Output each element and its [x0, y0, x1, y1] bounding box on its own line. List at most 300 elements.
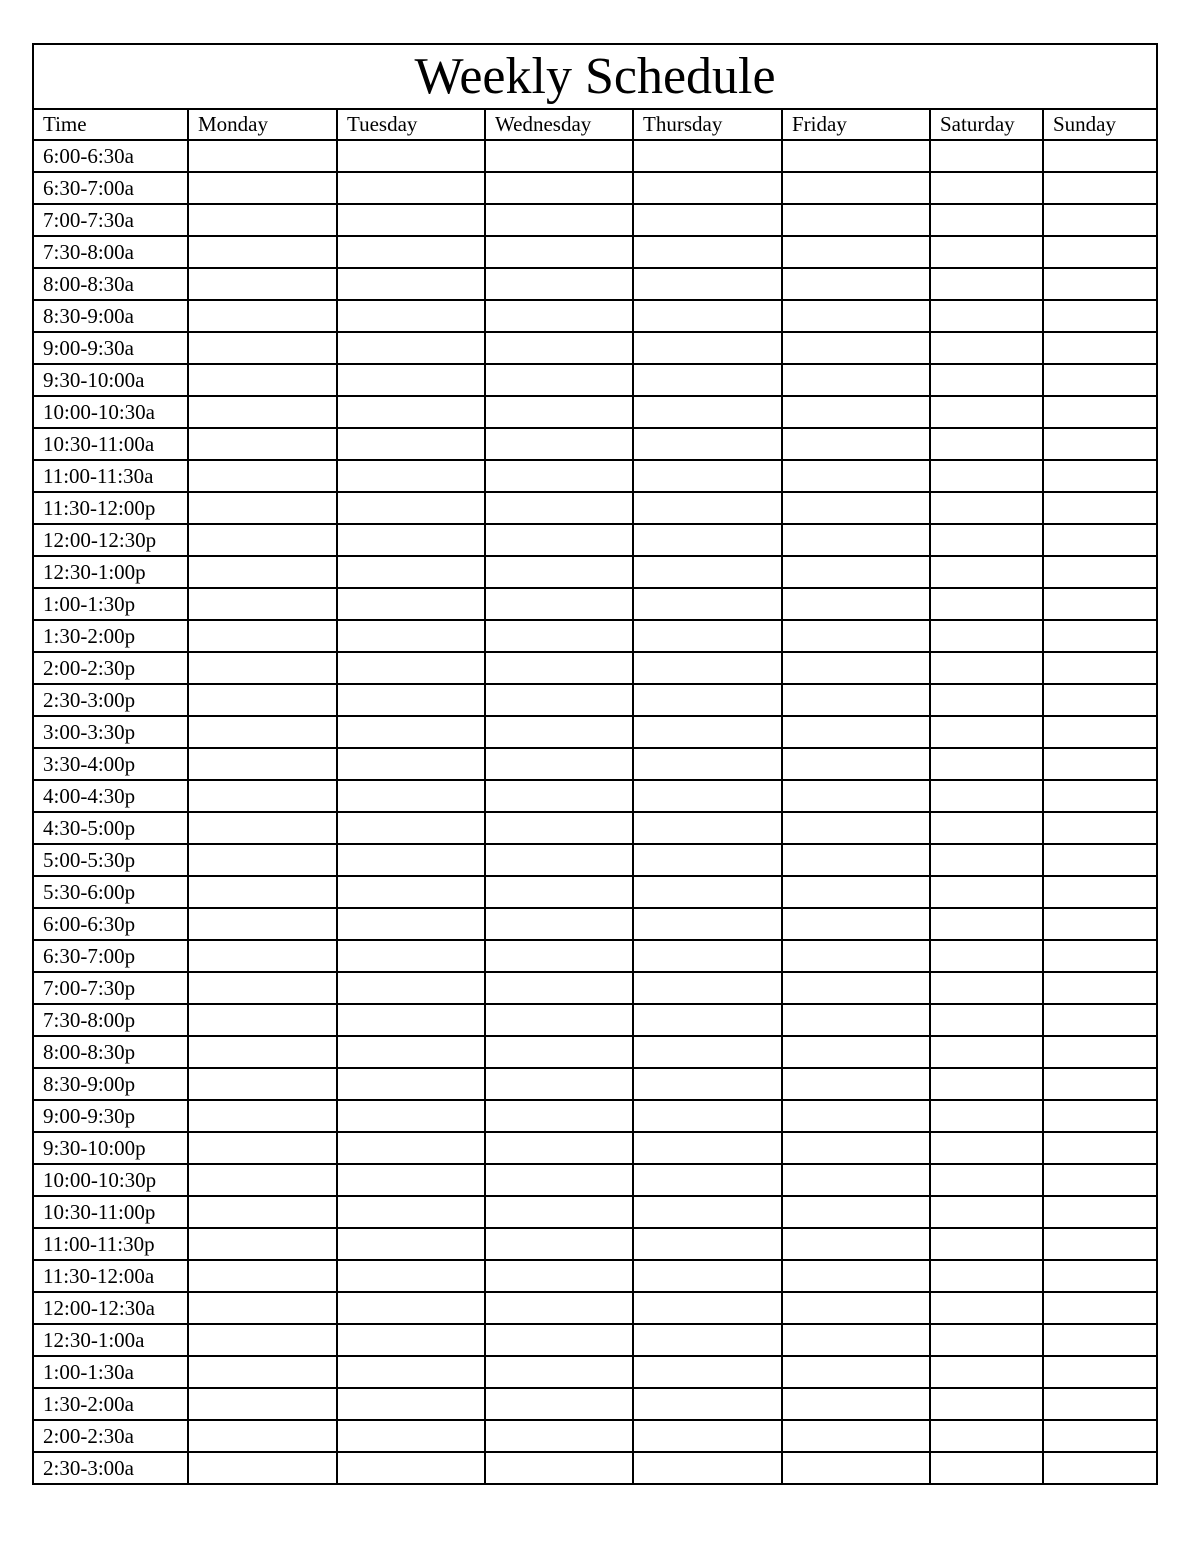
schedule-cell-thursday[interactable]	[633, 460, 782, 492]
schedule-cell-saturday[interactable]	[930, 716, 1043, 748]
schedule-cell-thursday[interactable]	[633, 1452, 782, 1484]
schedule-cell-wednesday[interactable]	[485, 524, 633, 556]
schedule-cell-saturday[interactable]	[930, 428, 1043, 460]
schedule-cell-sunday[interactable]	[1043, 204, 1157, 236]
schedule-cell-friday[interactable]	[782, 428, 930, 460]
schedule-cell-tuesday[interactable]	[337, 844, 485, 876]
schedule-cell-thursday[interactable]	[633, 1164, 782, 1196]
schedule-cell-sunday[interactable]	[1043, 1420, 1157, 1452]
schedule-cell-thursday[interactable]	[633, 1068, 782, 1100]
schedule-cell-sunday[interactable]	[1043, 1356, 1157, 1388]
schedule-cell-thursday[interactable]	[633, 1036, 782, 1068]
schedule-cell-monday[interactable]	[188, 1132, 337, 1164]
schedule-cell-monday[interactable]	[188, 428, 337, 460]
schedule-cell-friday[interactable]	[782, 588, 930, 620]
schedule-cell-saturday[interactable]	[930, 1196, 1043, 1228]
schedule-cell-monday[interactable]	[188, 524, 337, 556]
schedule-cell-wednesday[interactable]	[485, 172, 633, 204]
schedule-cell-thursday[interactable]	[633, 684, 782, 716]
schedule-cell-saturday[interactable]	[930, 556, 1043, 588]
schedule-cell-monday[interactable]	[188, 332, 337, 364]
schedule-cell-saturday[interactable]	[930, 684, 1043, 716]
schedule-cell-monday[interactable]	[188, 460, 337, 492]
schedule-cell-thursday[interactable]	[633, 1132, 782, 1164]
schedule-cell-wednesday[interactable]	[485, 1420, 633, 1452]
schedule-cell-thursday[interactable]	[633, 364, 782, 396]
schedule-cell-tuesday[interactable]	[337, 460, 485, 492]
schedule-cell-tuesday[interactable]	[337, 972, 485, 1004]
schedule-cell-thursday[interactable]	[633, 300, 782, 332]
schedule-cell-tuesday[interactable]	[337, 620, 485, 652]
schedule-cell-tuesday[interactable]	[337, 1196, 485, 1228]
schedule-cell-tuesday[interactable]	[337, 716, 485, 748]
schedule-cell-saturday[interactable]	[930, 332, 1043, 364]
schedule-cell-saturday[interactable]	[930, 1388, 1043, 1420]
schedule-cell-monday[interactable]	[188, 876, 337, 908]
schedule-cell-saturday[interactable]	[930, 620, 1043, 652]
schedule-cell-wednesday[interactable]	[485, 140, 633, 172]
schedule-cell-sunday[interactable]	[1043, 268, 1157, 300]
schedule-cell-thursday[interactable]	[633, 492, 782, 524]
schedule-cell-saturday[interactable]	[930, 1292, 1043, 1324]
schedule-cell-friday[interactable]	[782, 300, 930, 332]
schedule-cell-thursday[interactable]	[633, 1260, 782, 1292]
schedule-cell-saturday[interactable]	[930, 1420, 1043, 1452]
schedule-cell-wednesday[interactable]	[485, 1004, 633, 1036]
schedule-cell-thursday[interactable]	[633, 556, 782, 588]
schedule-cell-monday[interactable]	[188, 1004, 337, 1036]
schedule-cell-thursday[interactable]	[633, 588, 782, 620]
schedule-cell-monday[interactable]	[188, 204, 337, 236]
schedule-cell-wednesday[interactable]	[485, 1452, 633, 1484]
schedule-cell-tuesday[interactable]	[337, 172, 485, 204]
schedule-cell-monday[interactable]	[188, 908, 337, 940]
schedule-cell-thursday[interactable]	[633, 972, 782, 1004]
schedule-cell-tuesday[interactable]	[337, 1260, 485, 1292]
schedule-cell-thursday[interactable]	[633, 268, 782, 300]
schedule-cell-tuesday[interactable]	[337, 1388, 485, 1420]
schedule-cell-sunday[interactable]	[1043, 140, 1157, 172]
schedule-cell-thursday[interactable]	[633, 620, 782, 652]
schedule-cell-saturday[interactable]	[930, 876, 1043, 908]
schedule-cell-tuesday[interactable]	[337, 684, 485, 716]
schedule-cell-thursday[interactable]	[633, 236, 782, 268]
schedule-cell-tuesday[interactable]	[337, 492, 485, 524]
schedule-cell-saturday[interactable]	[930, 1164, 1043, 1196]
schedule-cell-tuesday[interactable]	[337, 940, 485, 972]
schedule-cell-saturday[interactable]	[930, 236, 1043, 268]
schedule-cell-thursday[interactable]	[633, 1388, 782, 1420]
schedule-cell-monday[interactable]	[188, 620, 337, 652]
schedule-cell-saturday[interactable]	[930, 812, 1043, 844]
schedule-cell-monday[interactable]	[188, 1228, 337, 1260]
column-header-sunday: Sunday	[1043, 109, 1157, 140]
schedule-cell-saturday[interactable]	[930, 300, 1043, 332]
schedule-cell-monday[interactable]	[188, 1036, 337, 1068]
schedule-cell-saturday[interactable]	[930, 972, 1043, 1004]
schedule-cell-friday[interactable]	[782, 1452, 930, 1484]
schedule-cell-thursday[interactable]	[633, 1324, 782, 1356]
time-slot-label: 1:00-1:30a	[33, 1356, 188, 1388]
schedule-cell-friday[interactable]	[782, 780, 930, 812]
schedule-cell-friday[interactable]	[782, 1068, 930, 1100]
schedule-cell-thursday[interactable]	[633, 908, 782, 940]
schedule-cell-wednesday[interactable]	[485, 556, 633, 588]
schedule-cell-sunday[interactable]	[1043, 556, 1157, 588]
schedule-cell-monday[interactable]	[188, 588, 337, 620]
schedule-cell-tuesday[interactable]	[337, 556, 485, 588]
schedule-cell-monday[interactable]	[188, 556, 337, 588]
schedule-cell-wednesday[interactable]	[485, 748, 633, 780]
schedule-cell-monday[interactable]	[188, 1292, 337, 1324]
schedule-cell-saturday[interactable]	[930, 1260, 1043, 1292]
schedule-cell-saturday[interactable]	[930, 396, 1043, 428]
schedule-cell-wednesday[interactable]	[485, 300, 633, 332]
schedule-cell-friday[interactable]	[782, 940, 930, 972]
schedule-cell-thursday[interactable]	[633, 524, 782, 556]
schedule-cell-wednesday[interactable]	[485, 1324, 633, 1356]
schedule-cell-monday[interactable]	[188, 1420, 337, 1452]
schedule-cell-sunday[interactable]	[1043, 1228, 1157, 1260]
schedule-cell-sunday[interactable]	[1043, 1004, 1157, 1036]
schedule-cell-monday[interactable]	[188, 812, 337, 844]
schedule-cell-wednesday[interactable]	[485, 1228, 633, 1260]
schedule-cell-friday[interactable]	[782, 1356, 930, 1388]
schedule-cell-sunday[interactable]	[1043, 1164, 1157, 1196]
schedule-cell-sunday[interactable]	[1043, 876, 1157, 908]
schedule-cell-sunday[interactable]	[1043, 684, 1157, 716]
schedule-cell-thursday[interactable]	[633, 876, 782, 908]
schedule-cell-friday[interactable]	[782, 1164, 930, 1196]
schedule-cell-saturday[interactable]	[930, 140, 1043, 172]
schedule-cell-friday[interactable]	[782, 716, 930, 748]
schedule-cell-sunday[interactable]	[1043, 428, 1157, 460]
schedule-cell-thursday[interactable]	[633, 940, 782, 972]
schedule-cell-tuesday[interactable]	[337, 1420, 485, 1452]
schedule-cell-tuesday[interactable]	[337, 1132, 485, 1164]
schedule-cell-thursday[interactable]	[633, 1420, 782, 1452]
schedule-cell-saturday[interactable]	[930, 1100, 1043, 1132]
schedule-cell-tuesday[interactable]	[337, 396, 485, 428]
schedule-cell-sunday[interactable]	[1043, 460, 1157, 492]
schedule-cell-thursday[interactable]	[633, 748, 782, 780]
schedule-cell-wednesday[interactable]	[485, 1068, 633, 1100]
schedule-cell-friday[interactable]	[782, 1260, 930, 1292]
schedule-cell-thursday[interactable]	[633, 396, 782, 428]
schedule-cell-wednesday[interactable]	[485, 236, 633, 268]
schedule-cell-monday[interactable]	[188, 1356, 337, 1388]
schedule-cell-sunday[interactable]	[1043, 1388, 1157, 1420]
schedule-cell-thursday[interactable]	[633, 1100, 782, 1132]
schedule-cell-saturday[interactable]	[930, 652, 1043, 684]
schedule-cell-tuesday[interactable]	[337, 524, 485, 556]
schedule-cell-saturday[interactable]	[930, 1132, 1043, 1164]
schedule-cell-thursday[interactable]	[633, 716, 782, 748]
schedule-cell-thursday[interactable]	[633, 652, 782, 684]
schedule-cell-saturday[interactable]	[930, 1356, 1043, 1388]
schedule-cell-friday[interactable]	[782, 332, 930, 364]
schedule-cell-monday[interactable]	[188, 748, 337, 780]
schedule-cell-friday[interactable]	[782, 1100, 930, 1132]
schedule-cell-friday[interactable]	[782, 396, 930, 428]
schedule-cell-monday[interactable]	[188, 1068, 337, 1100]
schedule-cell-sunday[interactable]	[1043, 1292, 1157, 1324]
schedule-cell-sunday[interactable]	[1043, 588, 1157, 620]
schedule-cell-monday[interactable]	[188, 492, 337, 524]
schedule-cell-sunday[interactable]	[1043, 1132, 1157, 1164]
schedule-cell-friday[interactable]	[782, 1132, 930, 1164]
schedule-cell-tuesday[interactable]	[337, 1324, 485, 1356]
schedule-cell-thursday[interactable]	[633, 1196, 782, 1228]
schedule-cell-tuesday[interactable]	[337, 1452, 485, 1484]
schedule-cell-friday[interactable]	[782, 556, 930, 588]
schedule-cell-sunday[interactable]	[1043, 492, 1157, 524]
schedule-cell-sunday[interactable]	[1043, 1324, 1157, 1356]
schedule-cell-thursday[interactable]	[633, 428, 782, 460]
schedule-cell-monday[interactable]	[188, 1164, 337, 1196]
schedule-cell-monday[interactable]	[188, 1388, 337, 1420]
schedule-cell-friday[interactable]	[782, 172, 930, 204]
schedule-cell-sunday[interactable]	[1043, 716, 1157, 748]
schedule-cell-sunday[interactable]	[1043, 812, 1157, 844]
schedule-cell-thursday[interactable]	[633, 140, 782, 172]
schedule-cell-saturday[interactable]	[930, 1068, 1043, 1100]
time-slot-label: 11:30-12:00p	[33, 492, 188, 524]
schedule-cell-saturday[interactable]	[930, 460, 1043, 492]
schedule-cell-saturday[interactable]	[930, 172, 1043, 204]
schedule-cell-monday[interactable]	[188, 364, 337, 396]
schedule-cell-monday[interactable]	[188, 716, 337, 748]
schedule-cell-saturday[interactable]	[930, 524, 1043, 556]
schedule-cell-tuesday[interactable]	[337, 1228, 485, 1260]
schedule-cell-saturday[interactable]	[930, 588, 1043, 620]
schedule-cell-wednesday[interactable]	[485, 1164, 633, 1196]
schedule-cell-wednesday[interactable]	[485, 364, 633, 396]
schedule-cell-wednesday[interactable]	[485, 1196, 633, 1228]
schedule-cell-thursday[interactable]	[633, 1356, 782, 1388]
schedule-cell-wednesday[interactable]	[485, 620, 633, 652]
schedule-cell-wednesday[interactable]	[485, 332, 633, 364]
schedule-cell-sunday[interactable]	[1043, 1452, 1157, 1484]
schedule-cell-monday[interactable]	[188, 1100, 337, 1132]
schedule-cell-saturday[interactable]	[930, 364, 1043, 396]
schedule-cell-saturday[interactable]	[930, 908, 1043, 940]
schedule-cell-monday[interactable]	[188, 684, 337, 716]
schedule-cell-sunday[interactable]	[1043, 1260, 1157, 1292]
schedule-cell-wednesday[interactable]	[485, 1292, 633, 1324]
schedule-cell-saturday[interactable]	[930, 748, 1043, 780]
schedule-cell-wednesday[interactable]	[485, 716, 633, 748]
schedule-cell-tuesday[interactable]	[337, 140, 485, 172]
schedule-cell-saturday[interactable]	[930, 1324, 1043, 1356]
schedule-cell-wednesday[interactable]	[485, 780, 633, 812]
schedule-cell-saturday[interactable]	[930, 844, 1043, 876]
schedule-cell-wednesday[interactable]	[485, 908, 633, 940]
schedule-cell-tuesday[interactable]	[337, 364, 485, 396]
schedule-cell-wednesday[interactable]	[485, 1132, 633, 1164]
schedule-cell-friday[interactable]	[782, 1036, 930, 1068]
schedule-cell-thursday[interactable]	[633, 332, 782, 364]
schedule-cell-wednesday[interactable]	[485, 812, 633, 844]
schedule-cell-monday[interactable]	[188, 172, 337, 204]
schedule-cell-sunday[interactable]	[1043, 620, 1157, 652]
schedule-cell-friday[interactable]	[782, 460, 930, 492]
schedule-cell-thursday[interactable]	[633, 1004, 782, 1036]
schedule-cell-saturday[interactable]	[930, 204, 1043, 236]
schedule-cell-friday[interactable]	[782, 1228, 930, 1260]
schedule-cell-saturday[interactable]	[930, 1228, 1043, 1260]
schedule-cell-monday[interactable]	[188, 140, 337, 172]
schedule-cell-thursday[interactable]	[633, 1228, 782, 1260]
schedule-cell-wednesday[interactable]	[485, 1260, 633, 1292]
schedule-cell-sunday[interactable]	[1043, 396, 1157, 428]
schedule-cell-tuesday[interactable]	[337, 268, 485, 300]
schedule-cell-friday[interactable]	[782, 1004, 930, 1036]
schedule-cell-monday[interactable]	[188, 300, 337, 332]
schedule-cell-tuesday[interactable]	[337, 1164, 485, 1196]
schedule-cell-monday[interactable]	[188, 972, 337, 1004]
schedule-cell-friday[interactable]	[782, 684, 930, 716]
schedule-cell-tuesday[interactable]	[337, 236, 485, 268]
schedule-cell-friday[interactable]	[782, 748, 930, 780]
schedule-cell-friday[interactable]	[782, 812, 930, 844]
schedule-cell-monday[interactable]	[188, 1196, 337, 1228]
schedule-cell-sunday[interactable]	[1043, 236, 1157, 268]
schedule-cell-friday[interactable]	[782, 620, 930, 652]
schedule-cell-sunday[interactable]	[1043, 172, 1157, 204]
schedule-cell-monday[interactable]	[188, 940, 337, 972]
schedule-cell-saturday[interactable]	[930, 492, 1043, 524]
schedule-cell-saturday[interactable]	[930, 1004, 1043, 1036]
schedule-cell-thursday[interactable]	[633, 1292, 782, 1324]
schedule-cell-sunday[interactable]	[1043, 364, 1157, 396]
schedule-cell-monday[interactable]	[188, 396, 337, 428]
schedule-cell-monday[interactable]	[188, 1324, 337, 1356]
schedule-cell-wednesday[interactable]	[485, 492, 633, 524]
schedule-cell-tuesday[interactable]	[337, 332, 485, 364]
schedule-cell-friday[interactable]	[782, 524, 930, 556]
schedule-cell-sunday[interactable]	[1043, 972, 1157, 1004]
schedule-cell-tuesday[interactable]	[337, 1292, 485, 1324]
schedule-cell-wednesday[interactable]	[485, 684, 633, 716]
schedule-cell-thursday[interactable]	[633, 780, 782, 812]
schedule-cell-sunday[interactable]	[1043, 844, 1157, 876]
schedule-cell-monday[interactable]	[188, 844, 337, 876]
schedule-cell-friday[interactable]	[782, 652, 930, 684]
schedule-cell-tuesday[interactable]	[337, 652, 485, 684]
schedule-cell-monday[interactable]	[188, 268, 337, 300]
schedule-row	[33, 972, 1157, 1004]
schedule-cell-monday[interactable]	[188, 1260, 337, 1292]
schedule-cell-tuesday[interactable]	[337, 1356, 485, 1388]
schedule-cell-thursday[interactable]	[633, 172, 782, 204]
schedule-cell-sunday[interactable]	[1043, 300, 1157, 332]
schedule-cell-friday[interactable]	[782, 908, 930, 940]
schedule-cell-friday[interactable]	[782, 236, 930, 268]
schedule-cell-monday[interactable]	[188, 780, 337, 812]
schedule-cell-wednesday[interactable]	[485, 460, 633, 492]
schedule-cell-tuesday[interactable]	[337, 1036, 485, 1068]
schedule-cell-wednesday[interactable]	[485, 588, 633, 620]
schedule-cell-tuesday[interactable]	[337, 812, 485, 844]
schedule-row	[33, 1036, 1157, 1068]
schedule-cell-wednesday[interactable]	[485, 1036, 633, 1068]
schedule-cell-saturday[interactable]	[930, 940, 1043, 972]
schedule-cell-wednesday[interactable]	[485, 1356, 633, 1388]
schedule-cell-tuesday[interactable]	[337, 780, 485, 812]
schedule-cell-friday[interactable]	[782, 876, 930, 908]
schedule-cell-tuesday[interactable]	[337, 748, 485, 780]
schedule-cell-sunday[interactable]	[1043, 1036, 1157, 1068]
schedule-cell-sunday[interactable]	[1043, 780, 1157, 812]
schedule-cell-wednesday[interactable]	[485, 204, 633, 236]
schedule-cell-sunday[interactable]	[1043, 652, 1157, 684]
schedule-cell-friday[interactable]	[782, 972, 930, 1004]
schedule-cell-friday[interactable]	[782, 1388, 930, 1420]
schedule-cell-friday[interactable]	[782, 1324, 930, 1356]
schedule-cell-sunday[interactable]	[1043, 1068, 1157, 1100]
schedule-cell-thursday[interactable]	[633, 812, 782, 844]
schedule-cell-tuesday[interactable]	[337, 428, 485, 460]
schedule-cell-saturday[interactable]	[930, 1452, 1043, 1484]
schedule-cell-tuesday[interactable]	[337, 1068, 485, 1100]
schedule-cell-wednesday[interactable]	[485, 652, 633, 684]
schedule-cell-wednesday[interactable]	[485, 1100, 633, 1132]
schedule-cell-friday[interactable]	[782, 844, 930, 876]
schedule-cell-sunday[interactable]	[1043, 1100, 1157, 1132]
schedule-cell-friday[interactable]	[782, 204, 930, 236]
schedule-cell-friday[interactable]	[782, 1196, 930, 1228]
schedule-cell-wednesday[interactable]	[485, 876, 633, 908]
schedule-cell-sunday[interactable]	[1043, 332, 1157, 364]
schedule-cell-wednesday[interactable]	[485, 844, 633, 876]
schedule-cell-tuesday[interactable]	[337, 908, 485, 940]
schedule-cell-tuesday[interactable]	[337, 300, 485, 332]
schedule-cell-monday[interactable]	[188, 652, 337, 684]
schedule-cell-wednesday[interactable]	[485, 268, 633, 300]
schedule-cell-sunday[interactable]	[1043, 940, 1157, 972]
schedule-cell-friday[interactable]	[782, 492, 930, 524]
schedule-cell-friday[interactable]	[782, 140, 930, 172]
schedule-cell-sunday[interactable]	[1043, 748, 1157, 780]
schedule-cell-wednesday[interactable]	[485, 396, 633, 428]
schedule-cell-tuesday[interactable]	[337, 204, 485, 236]
schedule-cell-tuesday[interactable]	[337, 1004, 485, 1036]
schedule-cell-thursday[interactable]	[633, 844, 782, 876]
schedule-cell-monday[interactable]	[188, 236, 337, 268]
schedule-cell-saturday[interactable]	[930, 780, 1043, 812]
schedule-cell-wednesday[interactable]	[485, 972, 633, 1004]
schedule-cell-wednesday[interactable]	[485, 428, 633, 460]
schedule-cell-friday[interactable]	[782, 268, 930, 300]
schedule-row	[33, 1164, 1157, 1196]
schedule-cell-sunday[interactable]	[1043, 524, 1157, 556]
schedule-cell-sunday[interactable]	[1043, 908, 1157, 940]
schedule-cell-wednesday[interactable]	[485, 1388, 633, 1420]
schedule-cell-saturday[interactable]	[930, 268, 1043, 300]
schedule-cell-tuesday[interactable]	[337, 1100, 485, 1132]
schedule-cell-thursday[interactable]	[633, 204, 782, 236]
schedule-cell-monday[interactable]	[188, 1452, 337, 1484]
schedule-cell-saturday[interactable]	[930, 1036, 1043, 1068]
schedule-cell-friday[interactable]	[782, 1292, 930, 1324]
schedule-cell-friday[interactable]	[782, 364, 930, 396]
schedule-cell-friday[interactable]	[782, 1420, 930, 1452]
schedule-cell-wednesday[interactable]	[485, 940, 633, 972]
schedule-cell-tuesday[interactable]	[337, 876, 485, 908]
schedule-cell-tuesday[interactable]	[337, 588, 485, 620]
schedule-cell-sunday[interactable]	[1043, 1196, 1157, 1228]
